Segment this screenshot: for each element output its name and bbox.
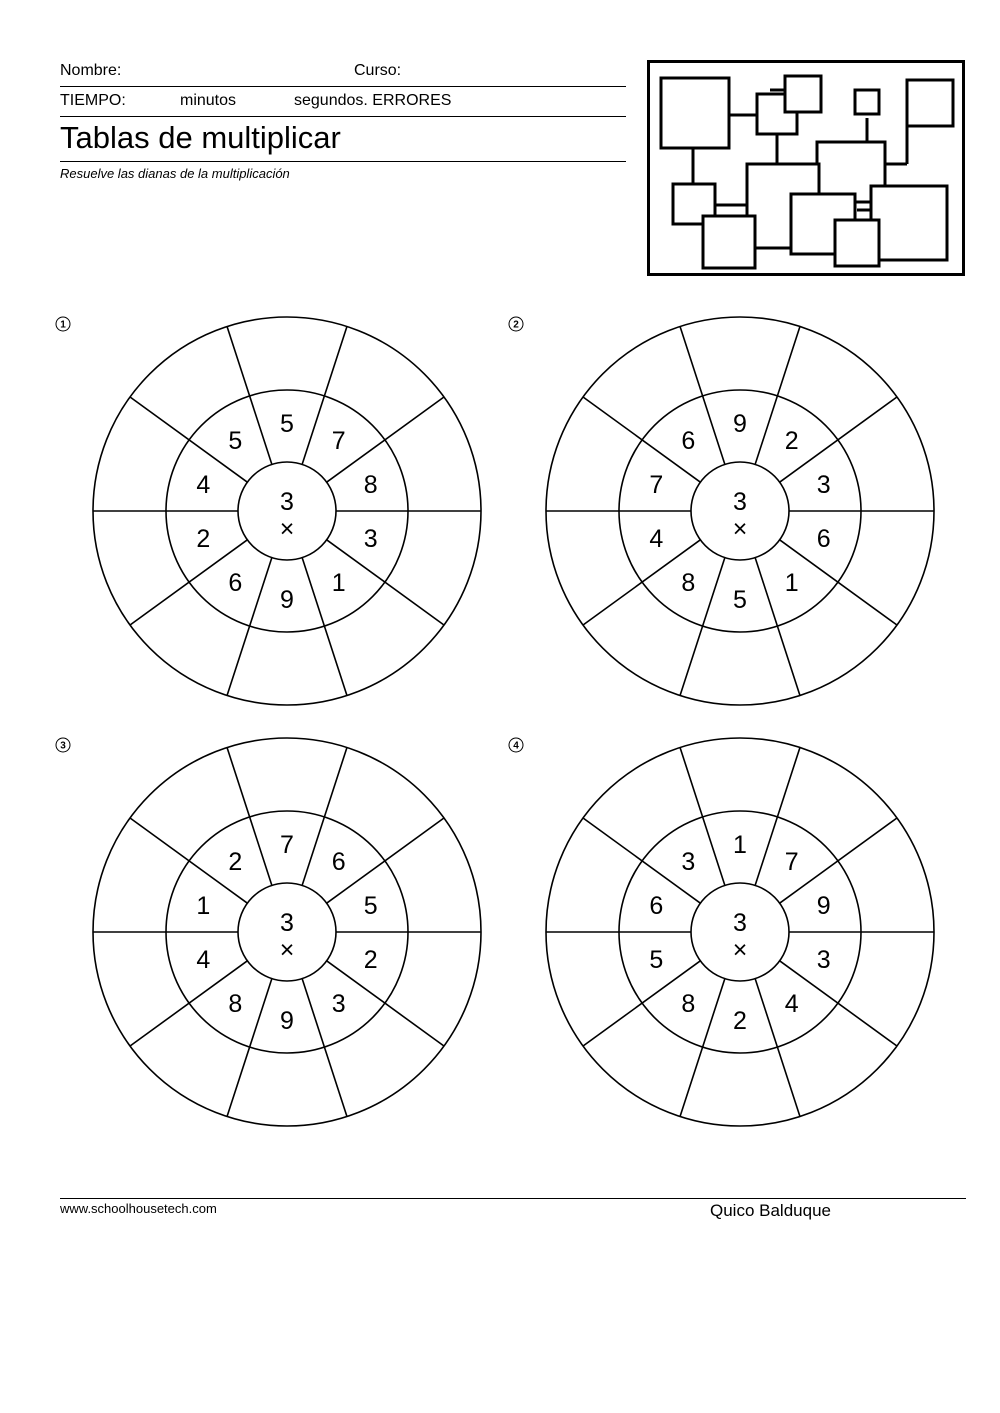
operator-symbol: × bbox=[279, 936, 295, 964]
inner-number: 8 bbox=[363, 470, 378, 499]
inner-number: 6 bbox=[228, 569, 243, 598]
inner-number: 3 bbox=[363, 525, 378, 554]
center-value: 3 bbox=[280, 488, 294, 516]
inner-number: 3 bbox=[331, 990, 346, 1019]
footer-author: Quico Balduque bbox=[710, 1201, 831, 1220]
page-title: Tablas de multiplicar bbox=[60, 120, 341, 155]
inner-number: 2 bbox=[228, 847, 243, 876]
inner-number: 2 bbox=[733, 1007, 747, 1035]
center-value: 3 bbox=[280, 909, 294, 937]
inner-number: 4 bbox=[196, 946, 211, 975]
inner-number: 6 bbox=[816, 525, 831, 554]
inner-number: 5 bbox=[363, 891, 378, 920]
inner-number: 7 bbox=[784, 847, 799, 876]
inner-number: 3 bbox=[816, 946, 831, 975]
operator-symbol: × bbox=[732, 936, 748, 964]
inner-number: 6 bbox=[331, 847, 346, 876]
inner-number: 4 bbox=[784, 990, 799, 1019]
inner-number: 8 bbox=[228, 990, 243, 1019]
course-label: Curso: bbox=[354, 62, 402, 79]
inner-number: 4 bbox=[649, 525, 664, 554]
inner-number: 8 bbox=[681, 569, 696, 598]
instructions-text: Resuelve las dianas de la multiplicación bbox=[60, 166, 290, 181]
inner-number: 9 bbox=[816, 891, 831, 920]
inner-number: 9 bbox=[280, 586, 294, 614]
inner-number: 8 bbox=[681, 990, 696, 1019]
inner-number: 1 bbox=[196, 891, 211, 920]
minutes-label: minutos bbox=[180, 92, 237, 109]
exercise-number: 1 bbox=[60, 319, 66, 331]
inner-number: 7 bbox=[331, 426, 346, 455]
inner-number: 2 bbox=[784, 426, 799, 455]
inner-number: 7 bbox=[649, 470, 664, 499]
exercise-number: 2 bbox=[513, 319, 519, 331]
operator-symbol: × bbox=[279, 515, 295, 543]
time-label: TIEMPO: bbox=[60, 92, 126, 109]
inner-number: 5 bbox=[228, 426, 243, 455]
seconds-errors-label: segundos. ERRORES bbox=[294, 92, 452, 109]
inner-number: 5 bbox=[280, 410, 294, 438]
inner-number: 1 bbox=[784, 569, 799, 598]
footer-website: www.schoolhousetech.com bbox=[60, 1201, 217, 1216]
exercise-number: 4 bbox=[513, 740, 519, 752]
footer-line bbox=[60, 1198, 966, 1199]
exercise-number: 3 bbox=[60, 740, 66, 752]
inner-number: 2 bbox=[363, 946, 378, 975]
inner-number: 6 bbox=[649, 891, 664, 920]
center-value: 3 bbox=[733, 909, 747, 937]
inner-number: 5 bbox=[649, 946, 664, 975]
inner-number: 5 bbox=[733, 586, 747, 614]
inner-number: 7 bbox=[280, 831, 294, 859]
center-value: 3 bbox=[733, 488, 747, 516]
inner-number: 1 bbox=[331, 569, 346, 598]
inner-number: 4 bbox=[196, 470, 211, 499]
operator-symbol: × bbox=[732, 515, 748, 543]
name-label: Nombre: bbox=[60, 62, 122, 79]
inner-number: 6 bbox=[681, 426, 696, 455]
inner-number: 9 bbox=[733, 410, 747, 438]
inner-number: 3 bbox=[816, 470, 831, 499]
inner-number: 2 bbox=[196, 525, 211, 554]
inner-number: 9 bbox=[280, 1007, 294, 1035]
inner-number: 1 bbox=[733, 831, 747, 859]
inner-number: 3 bbox=[681, 847, 696, 876]
